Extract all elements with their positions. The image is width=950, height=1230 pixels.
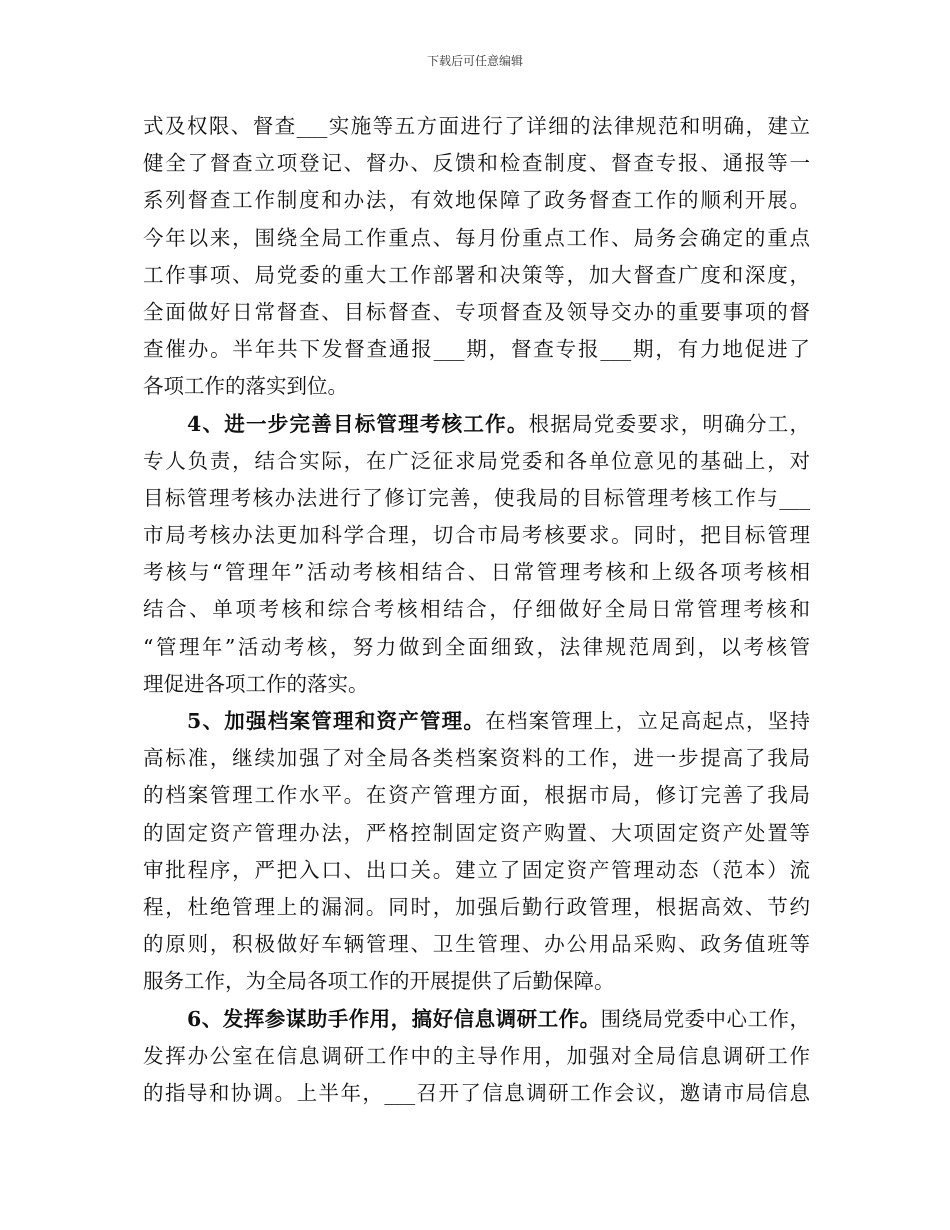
line-text: 系列督查工作制度和办法，有效地保障了政务督查工作的顺利开展。 [143, 188, 810, 213]
text-line [143, 517, 810, 554]
line-text: 全面做好日常督查、目标督查、专项督查及领导交办的重要事项的督 [143, 299, 810, 324]
text-line [143, 666, 810, 703]
text-line [143, 257, 810, 294]
text-line [143, 220, 810, 257]
line-text: 健全了督查立项登记、督办、反馈和检查制度、督查专报、通报等一 [143, 151, 810, 176]
text-line [143, 182, 810, 219]
paragraph-start-line [143, 406, 810, 443]
text-line [143, 889, 810, 926]
text-line [143, 591, 810, 628]
paragraph-start-line [143, 703, 810, 740]
document-body [143, 108, 810, 1112]
text-line [143, 108, 810, 145]
text-line [143, 815, 810, 852]
section-heading: 6、发挥参谋助手作用，搞好信息调研工作。 [187, 1006, 601, 1031]
text-line [143, 554, 810, 591]
line-text: 今年以来，围绕全局工作重点、每月份重点工作、局务会确定的重点 [143, 225, 810, 250]
text-line [143, 294, 810, 331]
line-text: 的原则，积极做好车辆管理、卫生管理、办公用品采购、政务值班等 [143, 932, 810, 957]
line-text: 结合、单项考核和综合考核相结合，仔细做好全局日常管理考核和 [143, 597, 810, 622]
text-line [143, 480, 810, 517]
line-text: 工作事项、局党委的重大工作部署和决策等，加大督查广度和深度， [143, 262, 810, 287]
section-heading: 4、进一步完善目标管理考核工作。 [187, 411, 529, 436]
page-header: 下载后可任意编辑 [426, 54, 523, 68]
line-text: 的指导和协调。上半年，___召开了信息调研工作会议，邀请市局信息 [143, 1080, 810, 1105]
line-text: 高标准，继续加强了对全局各类档案资料的工作，进一步提高了我局 [143, 746, 810, 771]
text-line [143, 331, 810, 368]
line-text: 的档案管理工作水平。在资产管理方面，根据市局，修订完善了我局 [143, 783, 810, 808]
line-text: 程，杜绝管理上的漏洞。同时，加强后勤行政管理，根据高效、节约 [143, 894, 810, 919]
line-text: 考核与“管理年”活动考核相结合、日常管理考核和上级各项考核相 [143, 560, 810, 585]
text-line [143, 740, 810, 777]
text-line [143, 777, 810, 814]
line-text: 根据局党委要求，明确分工， [528, 411, 811, 436]
line-text: 市局考核办法更加科学合理，切合市局考核要求。同时，把目标管理 [143, 523, 810, 548]
line-text: 理促进各项工作的落实。 [143, 671, 369, 696]
line-text: 查催办。半年共下发督查通报___期，督查专报___期，有力地促进了 [143, 337, 810, 362]
text-line [143, 852, 810, 889]
line-text: 专人负责，结合实际，在广泛征求局党委和各单位意见的基础上，对 [143, 448, 810, 473]
line-text: 服务工作，为全局各项工作的开展提供了后勤保障。 [143, 969, 615, 994]
section-heading: 5、加强档案管理和资产管理。 [187, 709, 486, 733]
line-text: 式及权限、督查___实施等五方面进行了详细的法律规范和明确，建立 [143, 114, 810, 138]
line-text: 各项工作的落实到位。 [143, 374, 348, 399]
line-text: 的固定资产管理办法，严格控制固定资产购置、大项固定资产处置等 [143, 820, 810, 845]
text-line [143, 629, 810, 666]
text-line [143, 368, 810, 405]
line-text: 围绕局党委中心工作， [600, 1006, 811, 1031]
line-text: 目标管理考核办法进行了修订完善，使我局的目标管理考核工作与___ [143, 485, 810, 510]
text-line [143, 926, 810, 963]
paragraph-start-line [143, 1001, 810, 1038]
text-line [143, 145, 810, 182]
line-text: 发挥办公室在信息调研工作中的主导作用，加强对全局信息调研工作 [143, 1043, 810, 1068]
line-text: 审批程序，严把入口、出口关。建立了固定资产管理动态（范本）流 [143, 857, 810, 882]
text-line [143, 963, 810, 1000]
text-line [143, 443, 810, 480]
line-text: 在档案管理上，立足高起点，坚持 [485, 709, 811, 733]
line-text: “管理年”活动考核，努力做到全面细致，法律规范周到，以考核管 [143, 634, 810, 659]
text-line [143, 1038, 810, 1075]
text-line [143, 1075, 810, 1112]
